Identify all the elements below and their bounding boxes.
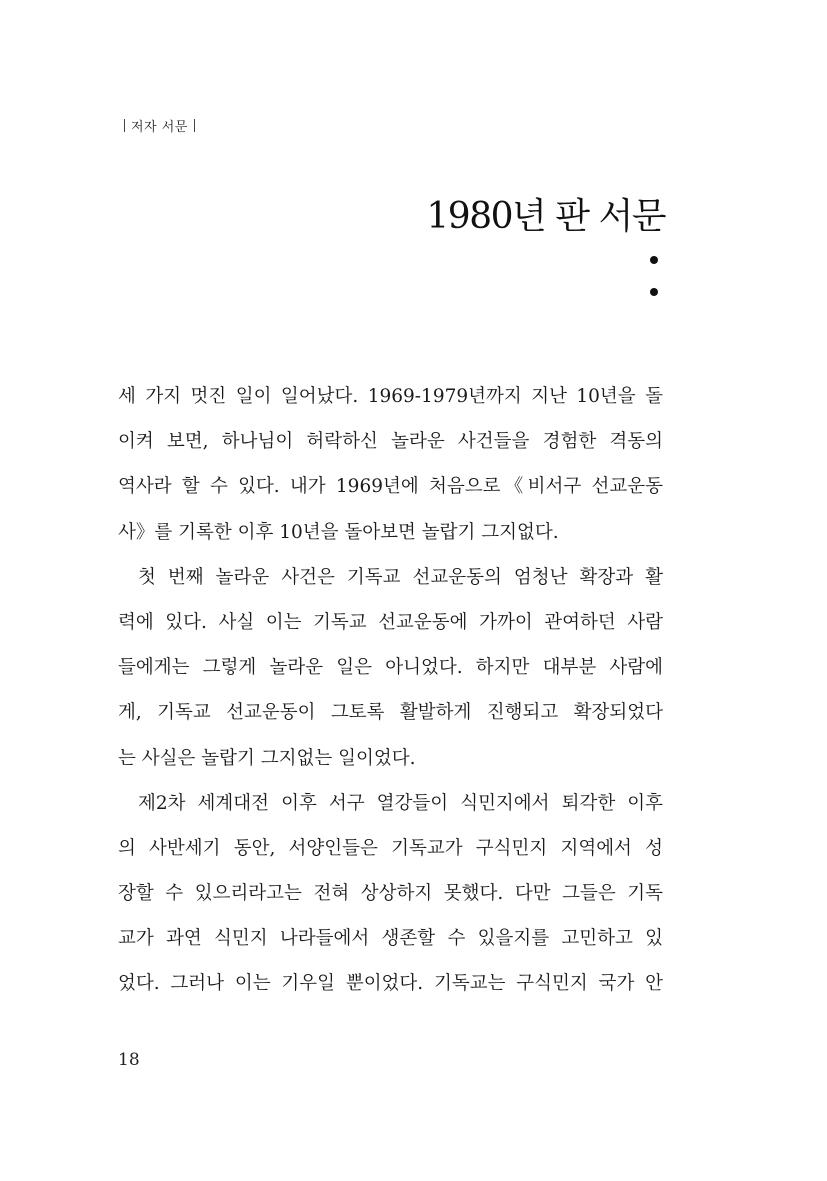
body-text [118,374,663,1007]
text-line: 장할 수 있으리라고는 전혀 상상하지 못했다. 다만 그들은 기독 [118,883,663,905]
header-divider-left [124,119,125,132]
header-divider-right [194,119,195,132]
text-line: 교가 과연 식민지 나라들에서 생존할 수 있을지를 고민하고 있 [118,928,663,950]
text-line: 역사라 할 수 있다. 내가 1969년에 처음으로《비서구 선교운동 [118,476,663,498]
text-line: 사》를 기록한 이후 10년을 돌아보면 놀랍기 그지없다. [118,521,559,543]
text-line: 제2차 세계대전 이후 서구 열강들이 식민지에서 퇴각한 이후 [138,792,663,814]
text-line: 었다. 그러나 이는 기우일 뿐이었다. 기독교는 구식민지 국가 안 [118,973,663,995]
text-line: 력에 있다. 사실 이는 기독교 선교운동에 가까이 관여하던 사람 [118,611,663,633]
text-line: 첫 번째 놀라운 사건은 기독교 선교운동의 엄청난 확장과 활 [138,566,663,588]
text-line: 는 사실은 놀랍기 그지없는 일이었다. [118,747,416,769]
text-line: 의 사반세기 동안, 서양인들은 기독교가 구식민지 지역에서 성 [118,837,663,859]
running-title: 저자 서문 [131,120,188,135]
text-line: 게, 기독교 선교운동이 그토록 활발하게 진행되고 확장되었다 [118,702,663,724]
text-line: 들에게는 그렇게 놀라운 일은 아니었다. 하지만 대부분 사람에 [118,657,663,679]
chapter-title: 1980년 판 서문 [426,196,665,237]
text-line: 세 가지 멋진 일이 일어났다. 1969-1979년까지 지난 10년을 돌 [118,386,663,407]
title-ornament-dot [650,288,658,296]
page-number: 18 [118,1050,140,1070]
title-ornament-dot [650,256,658,264]
text-line: 이켜 보면, 하나님이 허락하신 놀라운 사건들을 경험한 격동의 [118,431,663,453]
running-header [118,116,201,135]
